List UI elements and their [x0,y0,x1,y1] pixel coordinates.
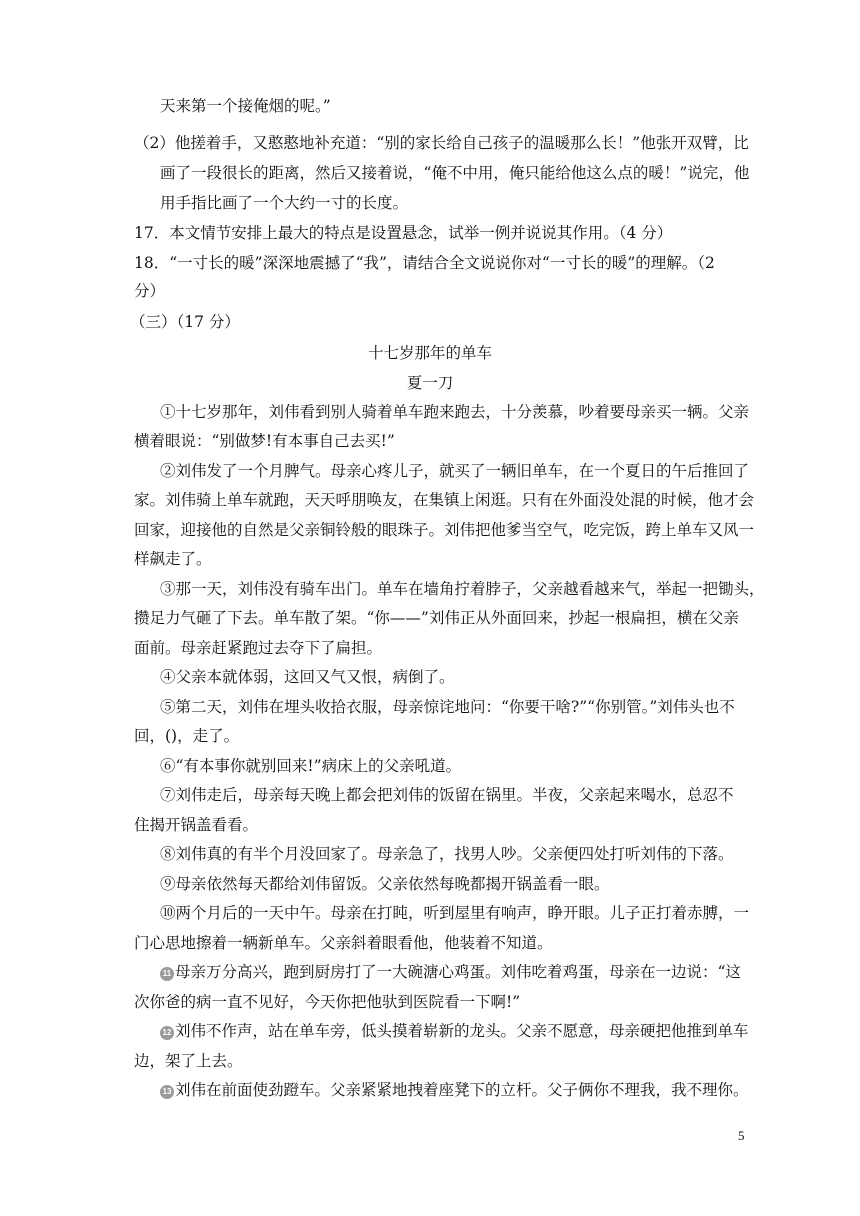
paragraph-line: 攒足力气砸了下去。单车散了架。“你——”刘伟正从外面回来，抄起一根扁担，横在父亲 [134,609,739,627]
paragraph-text: 边，架了上去。 [134,1052,243,1070]
paragraph-number-badge: 11 [160,967,174,981]
paragraph-line: ①十七岁那年，刘伟看到别人骑着单车跑来跑去，十分羡慕，吵着要母亲买一辆。父亲 [160,403,750,421]
paragraph-line: 家。刘伟骑上单车就跑，天天呼朋唤友，在集镇上闲逛。只有在外面没处混的时候，他才会 [134,491,755,509]
paragraph-text: 刘伟不作声，站在单车旁，低头摸着崭新的龙头。父亲不愿意，母亲硬把他推到单车 [175,1022,749,1040]
paragraph-number-badge: 13 [160,1085,174,1099]
paragraph-line: ⑧刘伟真的有半个月没回家了。母亲急了，找男人吵。父亲便四处打听刘伟的下落。 [160,845,734,863]
paragraph-number-badge: 12 [160,1026,174,1040]
question-line: 18．“一寸长的暖”深深地震撼了“我”，请结合全文说说你对“一寸长的暖”的理解。（2 [134,254,715,272]
paragraph-line: 回家，迎接他的自然是父亲铜铃般的眼珠子。刘伟把他爹当空气，吃完饭，跨上单车又风一 [134,521,755,539]
question-line: （三）（17 分） [130,313,240,331]
question-line: （2）他搓着手，又憨憨地补充道：“别的家长给自己孩子的温暖那么长！”他张开双臂，比 [134,134,749,152]
question-line: 用手指比画了一个大约一寸的长度。 [160,194,409,212]
paragraph-line: ②刘伟发了一个月脾气。母亲心疼儿子，就买了一辆旧单车，在一个夏日的午后推回了 [160,462,750,480]
paragraph-text: 母亲万分高兴，跑到厨房打了一大碗溏心鸡蛋。刘伟吃着鸡蛋，母亲在一边说：“这 [175,963,741,981]
question-line: 天来第一个接俺烟的呢。” [160,97,331,115]
paragraph-line: 住揭开锅盖看看。 [134,816,259,834]
paragraph-text: 刘伟在前面使劲蹬车。父亲紧紧地拽着座凳下的立杆。父子俩你不理我，我不理你。 [175,1081,749,1099]
paragraph-line: ⑦刘伟走后，母亲每天晚上都会把刘伟的饭留在锅里。半夜，父亲起来喝水，总忍不 [160,786,734,804]
paragraph-line: ⑥“有本事你就别回来!”病床上的父亲吼道。 [160,757,462,775]
paragraph-text: 次你爸的病一直不见好，今天你把他驮到医院看一下啊!” [134,993,521,1011]
paragraph-line: ⑩两个月后的一天中午。母亲在打盹，听到屋里有响声，睁开眼。儿子正打着赤膊，一 [160,904,750,922]
paragraph-line [134,1051,243,1071]
question-line: 17．本文情节安排上最大的特点是设置悬念，试举一例并说说其作用。（4 分） [134,224,673,242]
paragraph-line: ⑤第二天，刘伟在埋头收拾衣服，母亲惊诧地问：“你要干啥?”“你别管。”刘伟头也不 [160,698,735,716]
question-line: 画了一段很长的距离，然后又接着说，“俺不中用，俺只能给他这么点的暖！”说完，他 [160,164,750,182]
paragraph-line: ⑨母亲依然每天都给刘伟留饭。父亲依然每晚都揭开锅盖看一眼。 [160,875,610,893]
paragraph-line: 回，()，走了。 [134,727,240,745]
story-author: 夏一刀 [406,374,454,392]
paragraph-line: ④父亲本就体弱，这回又气又恨，病倒了。 [160,668,455,686]
page-number: 5 [738,1128,745,1143]
paragraph-line: 门心思地擦着一辆新单车。父亲斜着眼看他，他装着不知道。 [134,934,553,952]
paragraph-line [160,1021,749,1041]
paragraph-line [160,1080,749,1100]
paragraph-line: 面前。母亲赶紧跑过去夺下了扁担。 [134,639,383,657]
paragraph-line: 样飙走了。 [134,550,212,568]
question-line: 分） [134,282,166,300]
paragraph-line [134,992,520,1012]
paragraph-line: ③那一天，刘伟没有骑车出门。单车在墙角拧着脖子，父亲越看越来气，举起一把锄头， [160,580,765,598]
paragraph-line [160,962,741,982]
story-title: 十七岁那年的单车 [367,344,492,362]
paragraph-line: 横着眼说：“别做梦!有本事自己去买!” [134,432,395,450]
